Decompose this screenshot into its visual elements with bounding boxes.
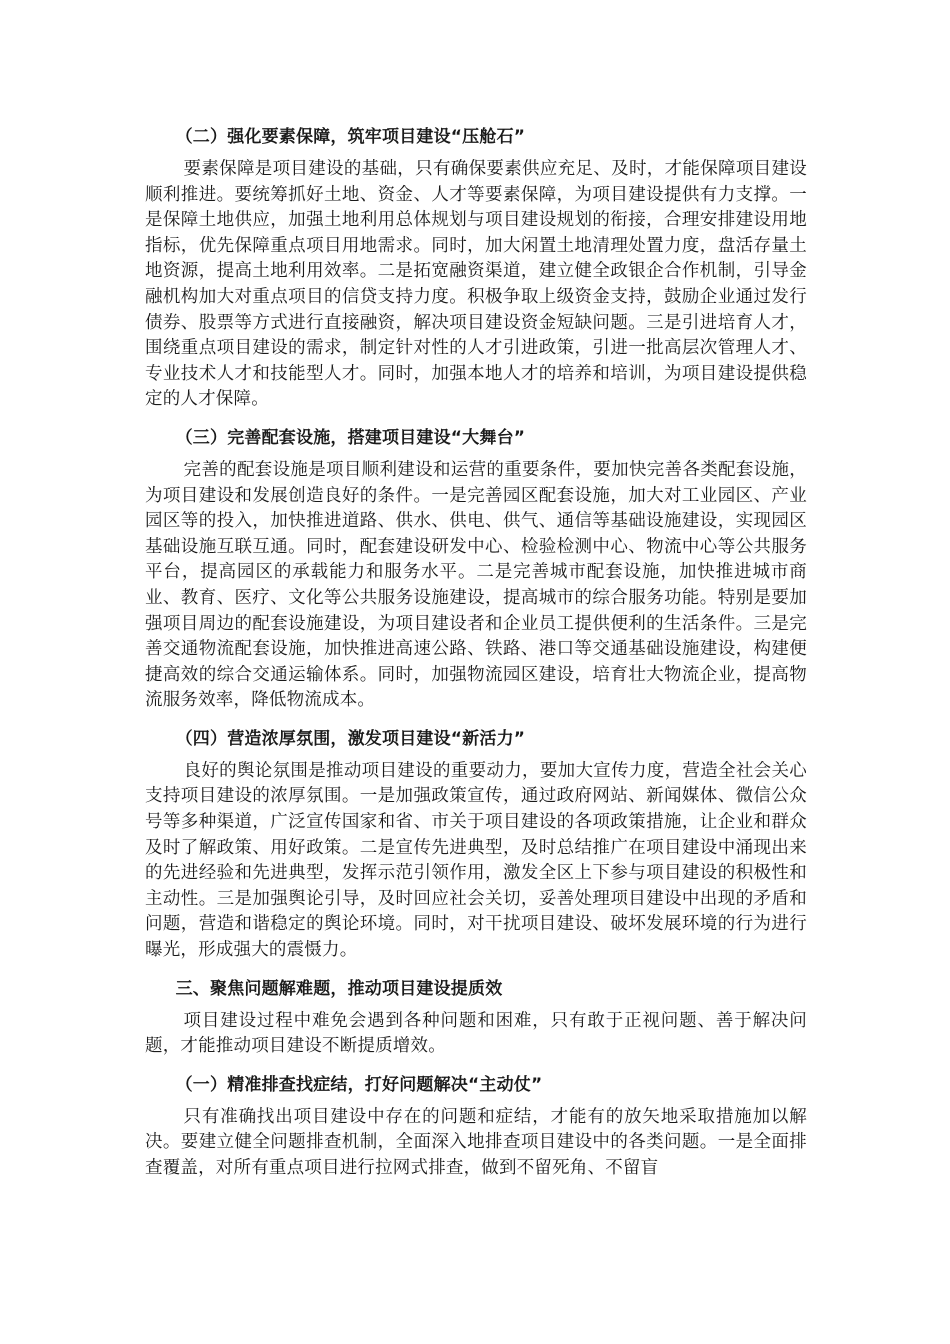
document-page [145, 118, 807, 1188]
section-paragraph: 完善的配套设施是项目顺利建设和运营的重要条件，要加快完善各类配套设施，为项目建设和发展创造良好的条件。一是完善园区配套设施，加大对工业园区、产业园区等的投入，加快推进道路、供水、供电、供气、通信等基础设施建设，实现园区基础设施互联互通。同时，配套建设研发中心、检验检测中心、物流中心等公共服务平台，提高园区的承载能力和服务水平。二是完善城市配套设施，加快推进城市商业、教育、医疗、文化等公共服务设施建设，提高城市的综合服务功能。特别是要加强项目周边的配套设施建设，为项目建设者和企业员工提供便利的生活条件。三是完善交通物流配套设施，加快推进高速公路、铁路、港口等交通基础设施建设，构建便捷高效的综合交通运输体系。同时，加强物流园区建设，培育壮大物流企业，提高物流服务效率，降低物流成本。 [145, 459, 807, 711]
section-focus-problems [145, 970, 807, 1066]
section-paragraph: 要素保障是项目建设的基础，只有确保要素供应充足、及时，才能保障项目建设顺利推进。要统筹抓好土地、资金、人才等要素保障，为项目建设提供有力支撑。一是保障土地供应，加强土地利用总体规划与项目建设规划的衔接，合理安排建设用地指标，优先保障重点项目用地需求。同时，加大闲置土地清理处置力度，盘活存量土地资源，提高土地利用效率。二是拓宽融资渠道，建立健全政银企合作机制，引导金融机构加大对重点项目的信贷支持力度。积极争取上级资金支持，鼓励企业通过发行债券、股票等方式进行直接融资，解决项目建设资金短缺问题。三是引进培育人才，围绕重点项目建设的需求，制定针对性的人才引进政策，引进一批高层次管理人才、专业技术人才和技能型人才。同时，加强本地人才的培养和培训，为项目建设提供稳定的人才保障。 [145, 159, 807, 410]
section-heading: （一）精准排查找症结，打好问题解决“主动仗” [175, 1074, 543, 1095]
section-heading: （四）营造浓厚氛围，激发项目建设“新活力” [175, 728, 526, 749]
section-precise-investigation [145, 1066, 807, 1188]
section-paragraph: 项目建设过程中难免会遇到各种问题和困难，只有敢于正视问题、善于解决问题，才能推动项目建设不断提质增效。 [145, 1010, 807, 1057]
section-paragraph: 只有准确找出项目建设中存在的问题和症结，才能有的放矢地采取措施加以解决。要建立健全问题排查机制，全面深入地排查项目建设中的各类问题。一是全面排查覆盖，对所有重点项目进行拉网式排查，做到不留死角、不留盲 [145, 1106, 807, 1178]
section-heading: （三）完善配套设施，搭建项目建设“大舞台” [175, 427, 526, 448]
section-create-atmosphere [145, 720, 807, 970]
section-strengthen-factors [145, 118, 807, 419]
section-heading: 三、聚焦问题解难题，推动项目建设提质效 [175, 978, 503, 999]
section-paragraph: 良好的舆论氛围是推动项目建设的重要动力，要加大宣传力度，营造全社会关心支持项目建设的浓厚氛围。一是加强政策宣传，通过政府网站、新闻媒体、微信公众号等多种渠道，广泛宣传国家和省、市关于项目建设的各项政策措施，让企业和群众及时了解政策、用好政策。二是宣传先进典型，及时总结推广在项目建设中涌现出来的先进经验和先进典型，发挥示范引领作用，激发全区上下参与项目建设的积极性和主动性。三是加强舆论引导，及时回应社会关切，妥善处理项目建设中出现的矛盾和问题，营造和谐稳定的舆论环境。同时，对干扰项目建设、破坏发展环境的行为进行曝光，形成强大的震慑力。 [145, 760, 807, 961]
section-heading: （二）强化要素保障，筑牢项目建设“压舱石” [175, 127, 526, 147]
section-improve-facilities [145, 419, 807, 720]
